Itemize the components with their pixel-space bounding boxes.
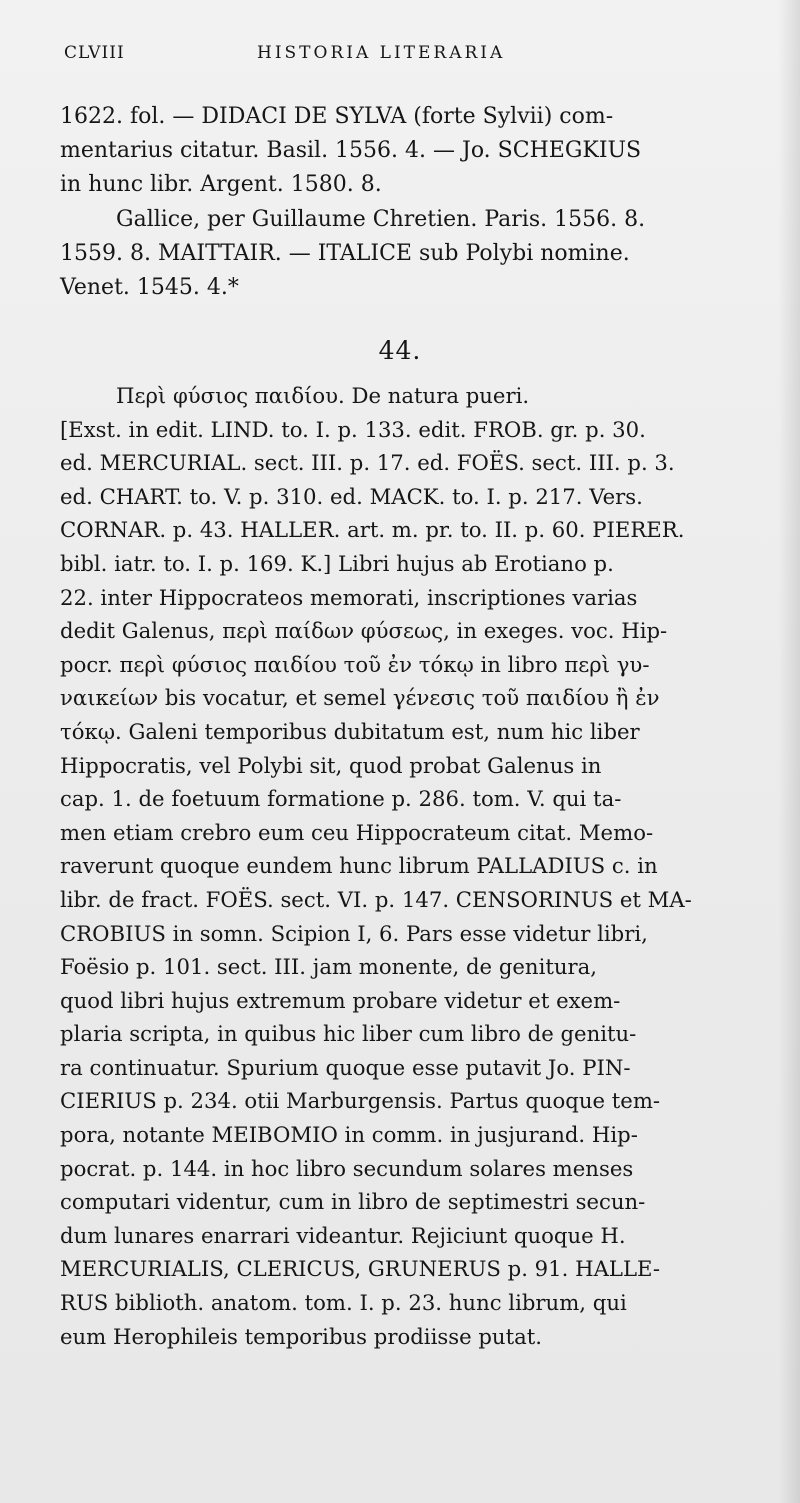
text-line: RUS biblioth. anatom. tom. I. p. 23. hunc librum, qui	[60, 1290, 627, 1316]
text-line: pocrat. p. 144. in hoc libro secundum solares menses	[60, 1155, 634, 1181]
text-line: ra continuatur. Spurium quoque esse putavit Jo. PIN-	[60, 1054, 631, 1080]
text-line: Gallice, per Guillaume Chretien. Paris. 1556. 8.	[116, 206, 646, 232]
text-line: in hunc libr. Argent. 1580. 8.	[60, 172, 382, 198]
text-line: eum Herophileis temporibus prodiisse putat.	[60, 1323, 542, 1349]
text-line: libr. de fract. FOËS. sect. VI. p. 147. CENSORINUS et MA-	[60, 886, 692, 912]
text-line: bibl. iatr. to. I. p. 169. K.] Libri hujus ab Erotiano p.	[60, 550, 614, 576]
page-folio: CLVIII	[64, 43, 125, 63]
text-line: τόκῳ. Galeni temporibus dubitatum est, num hic liber	[60, 718, 640, 744]
text-line: pocr. περὶ φύσιος παιδίου τοῦ ἐν τόκῳ in libro περὶ γυ-	[60, 651, 650, 677]
text-line: dedit Galenus, περὶ παίδων φύσεως, in exeges. voc. Hip-	[60, 618, 668, 644]
running-head-title: HISTORIA LITERARIA	[257, 43, 506, 63]
text-line: ed. MERCURIAL. sect. III. p. 17. ed. FOËS. sect. III. p. 3.	[60, 450, 675, 476]
text-line: 1559. 8. MAITTAIR. — ITALICE sub Polybi nomine.	[60, 240, 630, 266]
text-line: CORNAR. p. 43. HALLER. art. m. pr. to. II. p. 60. PIERER.	[60, 517, 685, 543]
text-line: quod libri hujus extremum probare videtur et exem-	[60, 987, 621, 1013]
text-line: cap. 1. de foetuum formatione p. 286. tom. V. qui ta-	[60, 786, 622, 812]
section-heading-line: Περὶ φύσιος παιδίου. De natura pueri.	[116, 383, 530, 408]
text-line: CROBIUS in somn. Scipion I, 6. Pars esse videtur libri,	[60, 920, 648, 946]
section-number: 44.	[378, 336, 422, 365]
text-line: raverunt quoque eundem hunc librum PALLADIUS c. in	[60, 853, 658, 879]
text-line: Hippocratis, vel Polybi sit, quod probat Galenus in	[60, 752, 602, 778]
text-line: plaria scripta, in quibus hic liber cum libro de genitu-	[60, 1021, 637, 1047]
text-line: [Exst. in edit. LIND. to. I. p. 133. edit. FROB. gr. p. 30.	[60, 416, 646, 442]
top-paragraphs	[60, 100, 762, 305]
text-line: Foësio p. 101. sect. III. jam monente, de genitura,	[60, 954, 598, 980]
text-line: ed. CHART. to. V. p. 310. ed. MACK. to. I. p. 217. Vers.	[60, 483, 643, 509]
section-body	[60, 379, 766, 1353]
text-line: men etiam crebro eum ceu Hippocrateum citat. Memo-	[60, 819, 654, 845]
text-line: 22. inter Hippocrateos memorati, inscriptiones varias	[60, 584, 638, 610]
text-line: Venet. 1545. 4.*	[60, 274, 239, 300]
text-line: ναικείων bis vocatur, et semel γένεσις τοῦ παιδίου ἢ ἐν	[60, 685, 660, 711]
text-line: MERCURIALIS, CLERICUS, GRUNERUS p. 91. HALLE-	[60, 1256, 661, 1282]
text-line: computari videntur, cum in libro de septimestri secun-	[60, 1189, 646, 1215]
running-head	[64, 43, 744, 73]
text-line: dum lunares enarrari videantur. Rejiciunt quoque H.	[60, 1222, 626, 1248]
text-line: mentarius citatur. Basil. 1556. 4. — Jo. SCHEGKIUS	[60, 138, 642, 164]
text-line: pora, notante MEIBOMIO in comm. in jusjurand. Hip-	[60, 1122, 638, 1148]
text-line: 1622. fol. — DIDACI DE SYLVA (forte Sylvii) com-	[60, 104, 614, 129]
text-line: CIERIUS p. 234. otii Marburgensis. Partus quoque tem-	[60, 1088, 661, 1114]
